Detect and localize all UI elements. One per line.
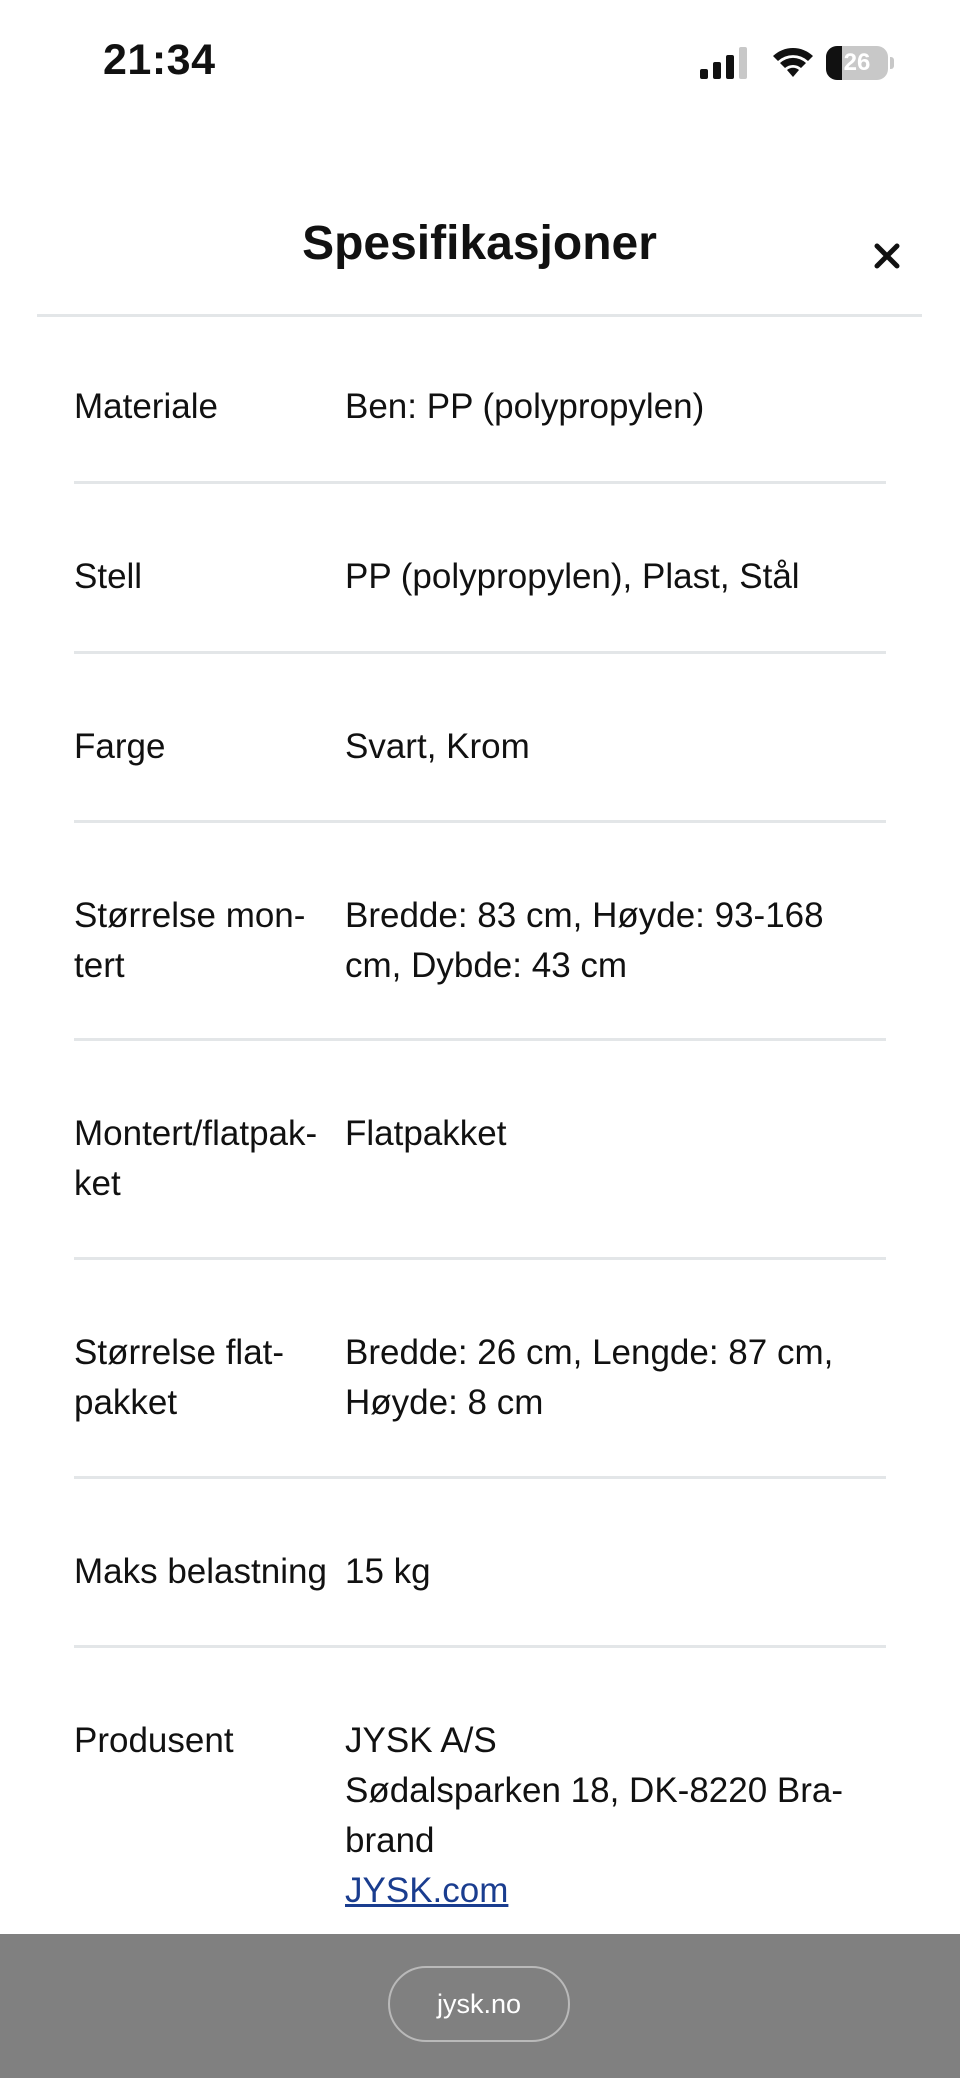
battery-icon <box>826 46 894 80</box>
spec-label-line: Maks belastning <box>74 1552 327 1591</box>
spec-value-line: JYSK A/S <box>345 1721 497 1760</box>
battery-level: 26 <box>843 49 871 76</box>
spec-label <box>74 1109 340 1209</box>
spec-list <box>74 314 886 1948</box>
spec-value <box>345 722 885 772</box>
spec-value-line: Høyde: 8 cm <box>345 1383 544 1422</box>
url-pill[interactable]: jysk.no <box>388 1966 570 2042</box>
spec-value <box>345 382 885 432</box>
spec-label <box>74 1716 340 1766</box>
spec-value-line: Bredde: 26 cm, Lengde: 87 cm, <box>345 1333 834 1372</box>
signal-icon <box>700 47 750 79</box>
spec-label-line: Produsent <box>74 1721 234 1760</box>
spec-label-line: ket <box>74 1164 121 1203</box>
spec-value-line: Ben: PP (polypropylen) <box>345 387 705 426</box>
spec-value-line: brand <box>345 1821 435 1860</box>
spec-label-line: Materiale <box>74 387 218 426</box>
spec-row <box>74 484 886 654</box>
close-button[interactable] <box>857 226 917 286</box>
spec-label-line: tert <box>74 946 125 985</box>
spec-label-line: Farge <box>74 727 166 766</box>
status-time: 21:34 <box>103 36 216 84</box>
spec-value-line: Sødalsparken 18, DK-8220 Bra- <box>345 1771 844 1810</box>
sheet-header <box>37 190 922 317</box>
spec-label-line: Montert/flatpak- <box>74 1114 318 1153</box>
spec-value <box>345 1109 885 1159</box>
manufacturer-link[interactable]: JYSK.com <box>345 1871 509 1910</box>
spec-value-line: PP (polypropylen), Plast, Stål <box>345 557 800 596</box>
spec-label <box>74 891 340 991</box>
spec-label-line: pakket <box>74 1383 178 1422</box>
wifi-icon <box>770 44 816 80</box>
spec-label-line: Størrelse mon- <box>74 896 306 935</box>
page-title: Spesifikasjoner <box>302 217 657 270</box>
spec-value <box>345 891 885 991</box>
spec-row <box>74 1648 886 1948</box>
spec-value <box>345 1328 885 1428</box>
browser-bottom-bar <box>0 1934 960 2078</box>
spec-label <box>74 1547 340 1597</box>
spec-row <box>74 654 886 823</box>
spec-value-line: Flatpakket <box>345 1114 507 1153</box>
spec-row <box>74 1041 886 1260</box>
spec-label <box>74 552 340 602</box>
spec-value-line: cm, Dybde: 43 cm <box>345 946 628 985</box>
close-icon <box>857 226 917 286</box>
spec-label <box>74 722 340 772</box>
spec-value-line: Svart, Krom <box>345 727 530 766</box>
spec-label-line: Størrelse flat- <box>74 1333 285 1372</box>
spec-value-line: 15 kg <box>345 1552 431 1591</box>
spec-label-line: Stell <box>74 557 143 596</box>
spec-label <box>74 1328 340 1428</box>
status-bar <box>0 0 960 120</box>
spec-row <box>74 1479 886 1648</box>
spec-value <box>345 552 885 602</box>
spec-row <box>74 314 886 484</box>
spec-value <box>345 1547 885 1597</box>
spec-value-line: Bredde: 83 cm, Høyde: 93-168 <box>345 896 824 935</box>
spec-label <box>74 382 340 432</box>
spec-row <box>74 823 886 1041</box>
spec-value <box>345 1716 885 1916</box>
spec-row <box>74 1260 886 1479</box>
